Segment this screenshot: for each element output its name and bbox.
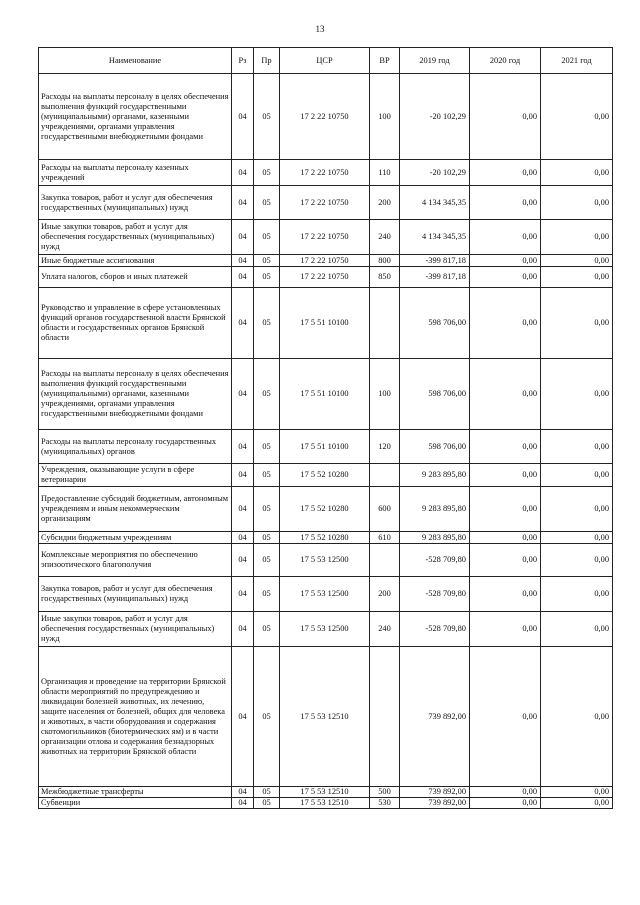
table-row <box>39 267 613 288</box>
cell-pr: 05 <box>254 255 280 267</box>
cell-y2021: 0,00 <box>541 487 613 532</box>
cell-vr: 200 <box>370 577 400 612</box>
cell-y2020: 0,00 <box>470 160 541 186</box>
cell-y2019: 4 134 345,35 <box>400 186 470 220</box>
cell-pr: 05 <box>254 267 280 288</box>
cell-name: Уплата налогов, сборов и иных платежей <box>39 267 232 288</box>
cell-y2021: 0,00 <box>541 787 613 798</box>
cell-vr: 600 <box>370 487 400 532</box>
cell-csr: 17 5 52 10280 <box>280 532 370 544</box>
cell-y2020: 0,00 <box>470 464 541 487</box>
table-row <box>39 220 613 255</box>
cell-y2019: -528 709,80 <box>400 544 470 577</box>
cell-y2021: 0,00 <box>541 220 613 255</box>
cell-y2020: 0,00 <box>470 186 541 220</box>
cell-name: Расходы на выплаты персоналу казенных учреждений <box>39 160 232 186</box>
cell-rz: 04 <box>232 267 254 288</box>
cell-vr: 200 <box>370 186 400 220</box>
cell-rz: 04 <box>232 430 254 464</box>
cell-csr: 17 2 22 10750 <box>280 160 370 186</box>
cell-y2019: -399 817,18 <box>400 267 470 288</box>
cell-y2021: 0,00 <box>541 430 613 464</box>
cell-y2021: 0,00 <box>541 267 613 288</box>
cell-name: Закупка товаров, работ и услуг для обеспечения государственных (муниципальных) нужд <box>39 186 232 220</box>
cell-vr: 850 <box>370 267 400 288</box>
table-row <box>39 288 613 359</box>
cell-csr: 17 2 22 10750 <box>280 220 370 255</box>
cell-y2020: 0,00 <box>470 532 541 544</box>
cell-y2020: 0,00 <box>470 267 541 288</box>
cell-y2019: 598 706,00 <box>400 430 470 464</box>
header-rz: Рз <box>232 48 254 74</box>
cell-rz: 04 <box>232 359 254 430</box>
cell-y2021: 0,00 <box>541 74 613 160</box>
cell-vr: 100 <box>370 359 400 430</box>
cell-name: Расходы на выплаты персоналу в целях обеспечения выполнения функций государственными (муниципальными) органами, казенными учреждениями, органами управления государственными внебюджетными фондами <box>39 74 232 160</box>
cell-rz: 04 <box>232 532 254 544</box>
cell-rz: 04 <box>232 74 254 160</box>
cell-vr: 240 <box>370 220 400 255</box>
cell-pr: 05 <box>254 577 280 612</box>
cell-y2019: -399 817,18 <box>400 255 470 267</box>
cell-vr <box>370 464 400 487</box>
cell-vr <box>370 288 400 359</box>
cell-rz: 04 <box>232 798 254 809</box>
cell-csr: 17 5 53 12510 <box>280 787 370 798</box>
cell-vr: 240 <box>370 612 400 647</box>
cell-name: Субвенции <box>39 798 232 809</box>
header-2020: 2020 год <box>470 48 541 74</box>
cell-csr: 17 5 53 12500 <box>280 544 370 577</box>
table-row <box>39 647 613 787</box>
cell-y2019: 598 706,00 <box>400 288 470 359</box>
cell-y2020: 0,00 <box>470 647 541 787</box>
cell-pr: 05 <box>254 532 280 544</box>
cell-rz: 04 <box>232 787 254 798</box>
cell-csr: 17 5 52 10280 <box>280 487 370 532</box>
cell-vr <box>370 647 400 787</box>
cell-y2021: 0,00 <box>541 464 613 487</box>
cell-pr: 05 <box>254 74 280 160</box>
table-row <box>39 359 613 430</box>
cell-csr: 17 5 51 10100 <box>280 359 370 430</box>
cell-rz: 04 <box>232 255 254 267</box>
cell-y2021: 0,00 <box>541 186 613 220</box>
cell-pr: 05 <box>254 647 280 787</box>
cell-y2020: 0,00 <box>470 798 541 809</box>
cell-rz: 04 <box>232 612 254 647</box>
cell-pr: 05 <box>254 220 280 255</box>
cell-y2020: 0,00 <box>470 255 541 267</box>
table-row <box>39 186 613 220</box>
cell-pr: 05 <box>254 798 280 809</box>
cell-name: Организация и проведение на территории Брянской области мероприятий по предупреждению и ликвидации болезней животных, их лечению, защите населения от болезней, общих для человека и животных, в части оборудования и содержания скотомогильников (биотермических ям) и в части организации отлова и содержания безнадзорных животных на территории Брянской области <box>39 647 232 787</box>
cell-name: Иные бюджетные ассигнования <box>39 255 232 267</box>
cell-y2021: 0,00 <box>541 577 613 612</box>
cell-pr: 05 <box>254 359 280 430</box>
cell-csr: 17 5 53 12510 <box>280 647 370 787</box>
cell-name: Иные закупки товаров, работ и услуг для обеспечения государственных (муниципальных) нужд <box>39 220 232 255</box>
table-row <box>39 612 613 647</box>
cell-name: Межбюджетные трансферты <box>39 787 232 798</box>
cell-y2020: 0,00 <box>470 487 541 532</box>
cell-y2019: 9 283 895,80 <box>400 487 470 532</box>
cell-rz: 04 <box>232 577 254 612</box>
cell-csr: 17 5 52 10280 <box>280 464 370 487</box>
cell-csr: 17 2 22 10750 <box>280 267 370 288</box>
cell-rz: 04 <box>232 220 254 255</box>
cell-pr: 05 <box>254 464 280 487</box>
cell-pr: 05 <box>254 787 280 798</box>
cell-name: Субсидии бюджетным учреждениям <box>39 532 232 544</box>
cell-vr: 110 <box>370 160 400 186</box>
cell-y2019: -20 102,29 <box>400 160 470 186</box>
cell-vr: 530 <box>370 798 400 809</box>
cell-csr: 17 5 51 10100 <box>280 288 370 359</box>
cell-name: Учреждения, оказывающие услуги в сфере ветеринарии <box>39 464 232 487</box>
cell-rz: 04 <box>232 186 254 220</box>
cell-y2021: 0,00 <box>541 160 613 186</box>
cell-y2019: 9 283 895,80 <box>400 464 470 487</box>
cell-name: Закупка товаров, работ и услуг для обеспечения государственных (муниципальных) нужд <box>39 577 232 612</box>
header-name: Наименование <box>39 48 232 74</box>
cell-name: Комплексные мероприятия по обеспечению эпизоотического благополучия <box>39 544 232 577</box>
table-row <box>39 787 613 798</box>
cell-y2019: 739 892,00 <box>400 798 470 809</box>
cell-rz: 04 <box>232 647 254 787</box>
cell-name: Иные закупки товаров, работ и услуг для обеспечения государственных (муниципальных) нужд <box>39 612 232 647</box>
cell-y2019: 4 134 345,35 <box>400 220 470 255</box>
cell-rz: 04 <box>232 464 254 487</box>
page-number: 13 <box>315 24 325 34</box>
header-csr: ЦСР <box>280 48 370 74</box>
cell-csr: 17 5 53 12510 <box>280 798 370 809</box>
cell-y2020: 0,00 <box>470 577 541 612</box>
cell-pr: 05 <box>254 430 280 464</box>
cell-pr: 05 <box>254 186 280 220</box>
cell-y2019: -20 102,29 <box>400 74 470 160</box>
cell-y2021: 0,00 <box>541 612 613 647</box>
cell-y2019: -528 709,80 <box>400 612 470 647</box>
header-vr: ВР <box>370 48 400 74</box>
cell-y2019: -528 709,80 <box>400 577 470 612</box>
cell-name: Расходы на выплаты персоналу государственных (муниципальных) органов <box>39 430 232 464</box>
table-row <box>39 464 613 487</box>
cell-name: Руководство и управление в сфере установленных функций органов государственной власти Брянской области и государственных органов Брянской области <box>39 288 232 359</box>
header-2021: 2021 год <box>541 48 613 74</box>
cell-csr: 17 5 51 10100 <box>280 430 370 464</box>
table-row <box>39 430 613 464</box>
table-row <box>39 798 613 809</box>
cell-pr: 05 <box>254 612 280 647</box>
cell-rz: 04 <box>232 160 254 186</box>
cell-csr: 17 2 22 10750 <box>280 255 370 267</box>
table-header-row <box>39 48 613 74</box>
table-row <box>39 532 613 544</box>
cell-y2020: 0,00 <box>470 430 541 464</box>
cell-y2019: 598 706,00 <box>400 359 470 430</box>
table-row <box>39 487 613 532</box>
cell-y2020: 0,00 <box>470 288 541 359</box>
cell-y2021: 0,00 <box>541 544 613 577</box>
cell-y2019: 739 892,00 <box>400 787 470 798</box>
cell-csr: 17 5 53 12500 <box>280 577 370 612</box>
cell-vr: 610 <box>370 532 400 544</box>
cell-csr: 17 2 22 10750 <box>280 74 370 160</box>
cell-y2021: 0,00 <box>541 288 613 359</box>
cell-pr: 05 <box>254 288 280 359</box>
cell-y2021: 0,00 <box>541 255 613 267</box>
cell-y2019: 739 892,00 <box>400 647 470 787</box>
header-2019: 2019 год <box>400 48 470 74</box>
cell-y2021: 0,00 <box>541 647 613 787</box>
table-row <box>39 160 613 186</box>
cell-y2019: 9 283 895,80 <box>400 532 470 544</box>
cell-y2020: 0,00 <box>470 220 541 255</box>
cell-name: Расходы на выплаты персоналу в целях обеспечения выполнения функций государственными (муниципальными) органами, казенными учреждениями, органами управления государственными внебюджетными фондами <box>39 359 232 430</box>
cell-vr <box>370 544 400 577</box>
cell-y2021: 0,00 <box>541 798 613 809</box>
cell-csr: 17 5 53 12500 <box>280 612 370 647</box>
cell-rz: 04 <box>232 544 254 577</box>
table-row <box>39 255 613 267</box>
cell-rz: 04 <box>232 487 254 532</box>
cell-vr: 100 <box>370 74 400 160</box>
cell-vr: 120 <box>370 430 400 464</box>
cell-y2020: 0,00 <box>470 787 541 798</box>
cell-pr: 05 <box>254 160 280 186</box>
cell-y2020: 0,00 <box>470 74 541 160</box>
table-row <box>39 544 613 577</box>
table-row <box>39 577 613 612</box>
cell-name: Предоставление субсидий бюджетным, автономным учреждениям и иным некоммерческим организациям <box>39 487 232 532</box>
table-row <box>39 74 613 160</box>
cell-vr: 800 <box>370 255 400 267</box>
cell-y2020: 0,00 <box>470 359 541 430</box>
cell-csr: 17 2 22 10750 <box>280 186 370 220</box>
cell-pr: 05 <box>254 487 280 532</box>
cell-y2021: 0,00 <box>541 359 613 430</box>
cell-pr: 05 <box>254 544 280 577</box>
cell-y2021: 0,00 <box>541 532 613 544</box>
cell-rz: 04 <box>232 288 254 359</box>
budget-table <box>38 47 613 809</box>
cell-vr: 500 <box>370 787 400 798</box>
header-pr: Пр <box>254 48 280 74</box>
cell-y2020: 0,00 <box>470 612 541 647</box>
cell-y2020: 0,00 <box>470 544 541 577</box>
